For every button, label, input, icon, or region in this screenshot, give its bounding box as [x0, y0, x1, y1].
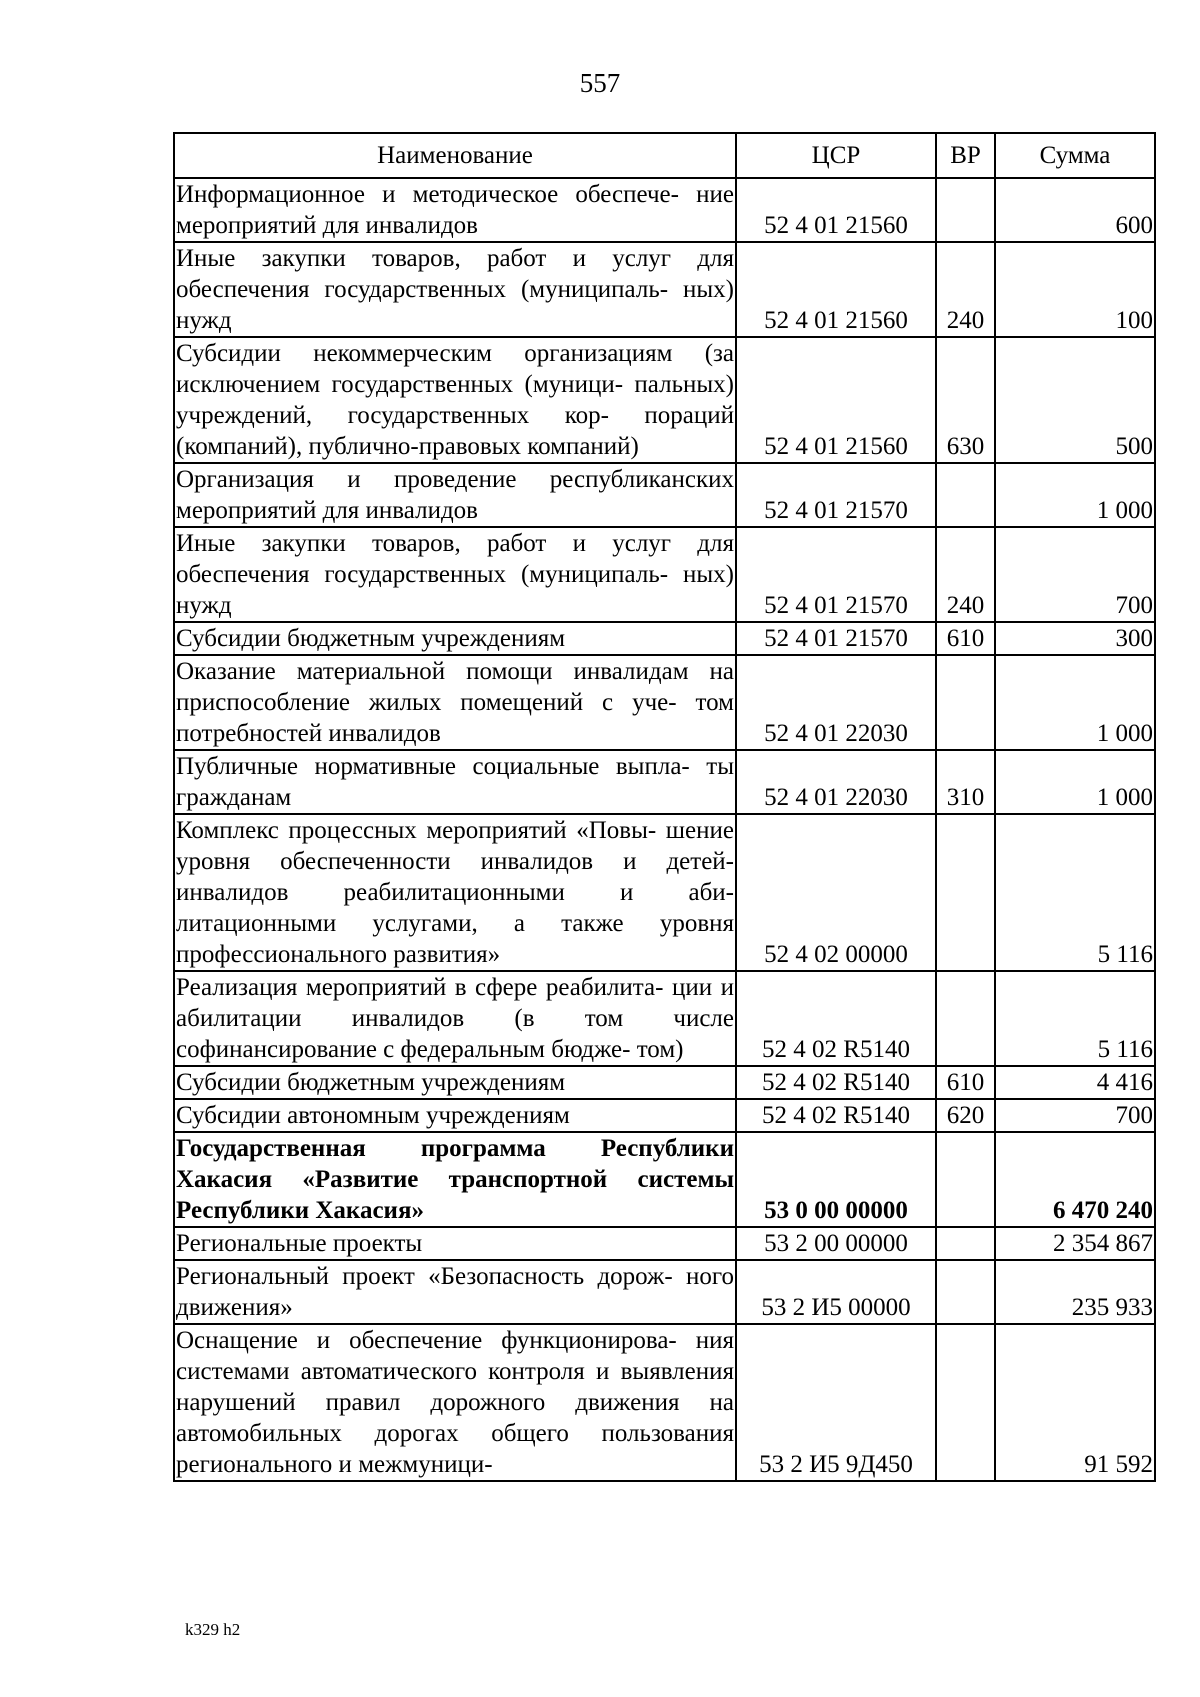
cell-name: Комплекс процессных мероприятий «Повы- шение уровня обеспеченности инвалидов и детей-инвалидов реабилитационными и аби- литационными услугами, а также уровня профессионального развития» — [174, 814, 736, 971]
cell-name: Информационное и методическое обеспече- ние мероприятий для инвалидов — [174, 178, 736, 242]
cell-csr: 52 4 02 R5140 — [736, 1099, 936, 1132]
cell-vr — [936, 655, 995, 750]
cell-csr: 53 2 00 00000 — [736, 1227, 936, 1260]
cell-csr: 52 4 01 21560 — [736, 178, 936, 242]
cell-name: Субсидии бюджетным учреждениям — [174, 622, 736, 655]
cell-csr: 52 4 02 R5140 — [736, 1066, 936, 1099]
cell-sum: 6 470 240 — [995, 1132, 1155, 1227]
cell-vr — [936, 463, 995, 527]
cell-vr: 620 — [936, 1099, 995, 1132]
cell-name: Иные закупки товаров, работ и услуг для обеспечения государственных (муниципаль- ных) нужд — [174, 527, 736, 622]
cell-csr: 52 4 01 21570 — [736, 527, 936, 622]
cell-name: Оказание материальной помощи инвалидам на приспособление жилых помещений с уче- том потребностей инвалидов — [174, 655, 736, 750]
table-row — [174, 1099, 1155, 1132]
cell-vr — [936, 1132, 995, 1227]
cell-vr — [936, 814, 995, 971]
cell-vr — [936, 178, 995, 242]
cell-sum: 700 — [995, 1099, 1155, 1132]
cell-sum: 235 933 — [995, 1260, 1155, 1324]
table-row — [174, 1132, 1155, 1227]
cell-sum: 300 — [995, 622, 1155, 655]
cell-name: Иные закупки товаров, работ и услуг для обеспечения государственных (муниципаль- ных) нужд — [174, 242, 736, 337]
cell-name: Организация и проведение республиканских мероприятий для инвалидов — [174, 463, 736, 527]
table-row — [174, 1324, 1155, 1481]
table-row — [174, 1260, 1155, 1324]
cell-name: Оснащение и обеспечение функционирова- ния системами автоматического контроля и выявления нарушений правил дорожного движения на автомобильных дорогах общего пользования регионального и межмуници- — [174, 1324, 736, 1481]
cell-vr — [936, 1260, 995, 1324]
cell-sum: 4 416 — [995, 1066, 1155, 1099]
cell-csr: 52 4 01 22030 — [736, 750, 936, 814]
table-row — [174, 1066, 1155, 1099]
cell-csr: 53 2 И5 00000 — [736, 1260, 936, 1324]
cell-vr: 240 — [936, 242, 995, 337]
cell-vr: 610 — [936, 1066, 995, 1099]
cell-name: Реализация мероприятий в сфере реабилита- ции и абилитации инвалидов (в том числе софинансирование с федеральным бюдже- том) — [174, 971, 736, 1066]
table-row — [174, 463, 1155, 527]
cell-sum: 1 000 — [995, 655, 1155, 750]
cell-vr — [936, 1324, 995, 1481]
cell-sum: 91 592 — [995, 1324, 1155, 1481]
header-vr: ВР — [936, 133, 995, 178]
cell-sum: 2 354 867 — [995, 1227, 1155, 1260]
table-row — [174, 1227, 1155, 1260]
budget-table — [173, 132, 1156, 1482]
cell-csr: 53 0 00 00000 — [736, 1132, 936, 1227]
table-header-row — [174, 133, 1155, 178]
cell-vr: 240 — [936, 527, 995, 622]
cell-name: Публичные нормативные социальные выпла- ты гражданам — [174, 750, 736, 814]
cell-sum: 5 116 — [995, 814, 1155, 971]
cell-csr: 52 4 01 21570 — [736, 622, 936, 655]
cell-csr: 52 4 01 21560 — [736, 337, 936, 463]
cell-name: Субсидии бюджетным учреждениям — [174, 1066, 736, 1099]
cell-name: Государственная программа Республики Хакасия «Развитие транспортной системы Республики Хакасия» — [174, 1132, 736, 1227]
cell-csr: 52 4 01 22030 — [736, 655, 936, 750]
header-sum: Сумма — [995, 133, 1155, 178]
cell-sum: 600 — [995, 178, 1155, 242]
cell-sum: 700 — [995, 527, 1155, 622]
footer-code: k329 h2 — [185, 1620, 241, 1639]
table-row — [174, 750, 1155, 814]
cell-vr — [936, 971, 995, 1066]
cell-csr: 52 4 01 21560 — [736, 242, 936, 337]
cell-sum: 5 116 — [995, 971, 1155, 1066]
table-row — [174, 242, 1155, 337]
cell-name: Субсидии некоммерческим организациям (за исключением государственных (муници- пальных) учреждений, государственных кор- пораций (компаний), публично-правовых компаний) — [174, 337, 736, 463]
table-row — [174, 971, 1155, 1066]
cell-sum: 100 — [995, 242, 1155, 337]
cell-name: Региональный проект «Безопасность дорож- ного движения» — [174, 1260, 736, 1324]
cell-vr — [936, 1227, 995, 1260]
table-row — [174, 814, 1155, 971]
cell-name: Субсидии автономным учреждениям — [174, 1099, 736, 1132]
cell-vr: 310 — [936, 750, 995, 814]
table-row — [174, 527, 1155, 622]
cell-csr: 53 2 И5 9Д450 — [736, 1324, 936, 1481]
cell-vr: 610 — [936, 622, 995, 655]
table-row — [174, 655, 1155, 750]
page-number: 557 — [579, 68, 621, 98]
cell-vr: 630 — [936, 337, 995, 463]
table-row — [174, 622, 1155, 655]
cell-csr: 52 4 01 21570 — [736, 463, 936, 527]
table-body — [174, 178, 1155, 1481]
cell-csr: 52 4 02 00000 — [736, 814, 936, 971]
header-csr: ЦСР — [736, 133, 936, 178]
header-name: Наименование — [174, 133, 736, 178]
table-row — [174, 337, 1155, 463]
cell-sum: 500 — [995, 337, 1155, 463]
table-row — [174, 178, 1155, 242]
cell-name: Региональные проекты — [174, 1227, 736, 1260]
cell-sum: 1 000 — [995, 463, 1155, 527]
cell-sum: 1 000 — [995, 750, 1155, 814]
cell-csr: 52 4 02 R5140 — [736, 971, 936, 1066]
